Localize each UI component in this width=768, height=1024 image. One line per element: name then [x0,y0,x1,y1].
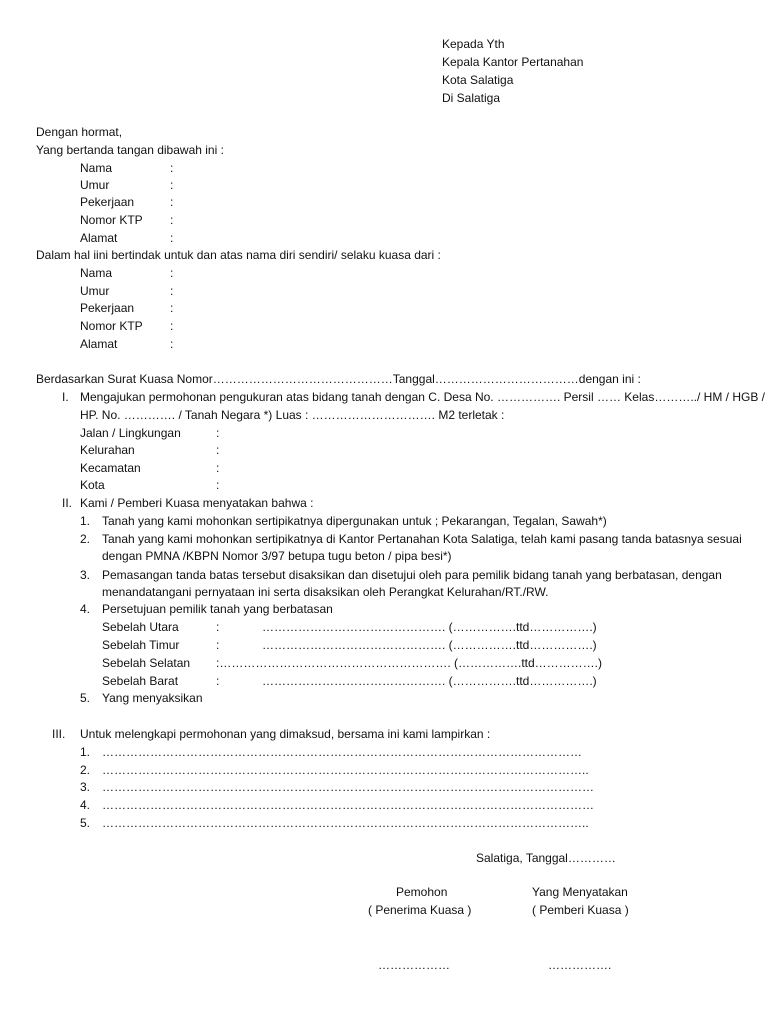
item-number: 1. [80,745,91,759]
field-alamat-1: Alamat [80,231,118,245]
attachment-line: ………………………………………………………………………………………………………….. [102,816,589,830]
salutation: Dengan hormat, [36,125,123,139]
field-colon: : [170,266,174,280]
field-colon: : [216,638,220,652]
section-2-item-4: Persetujuan pemilik tanah yang berbatasan [102,602,333,616]
signature-dots: ………………………………………. (…………….ttd…………….) [262,620,597,634]
field-label: Nama [80,161,113,175]
section-2-item-5: Yang menyaksikan [102,691,203,705]
field-jalan: Jalan / Lingkungan [80,426,181,440]
item-number: 2. [80,763,91,777]
signer-left-dots: ……………… [378,958,450,972]
attachment-line: ………………………………………………………………………………………………………….. [102,763,589,777]
section-1-line-2: HP. No. …………. / Tanah Negara *) Luas : …………………………. M2 terletak : [80,408,505,422]
item-number: 3. [80,568,91,582]
section-2-item-2-line-2: dengan PMNA /KBPN Nomor 3/97 betupa tugu beton / pipa besi*) [102,549,452,563]
field-colon: : [170,231,174,245]
field-colon: : [170,284,174,298]
field-kelurahan: Kelurahan [80,443,135,457]
field-umur-1: Umur [80,178,110,192]
signer-left-title: Pemohon [396,885,448,899]
field-kota: Kota [80,478,105,492]
signer-right-dots: ……………. [548,958,612,972]
recipient-line-2: Kepala Kantor Pertanahan [442,55,584,69]
attachment-line: ………………………………………………………………………………………………………… [102,745,582,759]
signature-dots: ………………………………………. (…………….ttd…………….) [262,638,597,652]
field-alamat-2: Alamat [80,337,118,351]
boundary-barat: Sebelah Barat [102,674,179,688]
field-colon: : [170,178,174,192]
field-ktp-2: Nomor KTP [80,319,143,333]
field-colon: : [216,443,220,457]
item-number: 5. [80,816,91,830]
field-colon: : [170,213,174,227]
field-colon: : [170,319,174,333]
section-3-title: Untuk melengkapi permohonan yang dimaksud, bersama ini kami lampirkan : [80,727,491,741]
attachment-line: …………………………………………………………………………………………………………… [102,780,594,794]
section-1-number: I. [62,390,69,404]
signature-dots: ………………………………………. (…………….ttd…………….) [262,674,597,688]
item-number: 3. [80,780,91,794]
section-2-title: Kami / Pemberi Kuasa menyatakan bahwa : [80,496,314,510]
section-3-number: III. [52,727,66,741]
boundary-selatan: Sebelah Selatan [102,656,191,670]
signer-right-title: Yang Menyatakan [532,885,628,899]
field-colon: : [170,161,174,175]
item-number: 2. [80,532,91,546]
intro-line: Yang bertanda tangan dibawah ini : [36,143,224,157]
section-2-number: II. [62,496,73,510]
field-pekerjaan-2: Pekerjaan [80,301,135,315]
field-colon: : [216,426,220,440]
section-1-line-1: Mengajukan permohonan pengukuran atas bidang tanah dengan C. Desa No. ……………. Persil …… Kelas………../ HM / HGB / [80,390,765,404]
acting-line: Dalam hal iini bertindak untuk dan atas nama diri sendiri/ selaku kuasa dari : [36,248,441,262]
item-number: 5. [80,691,91,705]
field-colon: : [170,301,174,315]
recipient-line-1: Kepada Yth [442,37,505,51]
basis-line: Berdasarkan Surat Kuasa Nomor………………………………………Tanggal………………………………dengan ini : [36,372,641,386]
section-2-item-3-line-1: Pemasangan tanda batas tersebut disaksikan dan disetujui oleh para pemilik bidang tanah yang berbatasan, dengan [102,568,722,582]
boundary-timur: Sebelah Timur [102,638,180,652]
field-colon: : [170,337,174,351]
field-umur-2: Umur [80,284,110,298]
field-colon: : [216,461,220,475]
section-2-item-2-line-1: Tanah yang kami mohonkan sertipikatnya di Kantor Pertanahan Kota Salatiga, telah kami pasang tanda batasnya sesuai [102,532,742,546]
field-colon: : [170,195,174,209]
item-number: 4. [80,602,91,616]
place-date: Salatiga, Tanggal………… [476,851,616,865]
field-nama-2: Nama [80,266,113,280]
section-2-item-1: Tanah yang kami mohonkan sertipikatnya dipergunakan untuk ; Pekarangan, Tegalan, Sawah*) [102,514,607,528]
signer-left-subtitle: ( Penerima Kuasa ) [368,903,472,917]
field-kecamatan: Kecamatan [80,461,141,475]
field-pekerjaan-1: Pekerjaan [80,195,135,209]
recipient-line-3: Kota Salatiga [442,73,514,87]
field-colon: : [216,478,220,492]
field-ktp-1: Nomor KTP [80,213,143,227]
section-2-item-3-line-2: menandatangani pernyataan ini serta disaksikan oleh Perangkat Kelurahan/RT./RW. [102,585,549,599]
signer-right-subtitle: ( Pemberi Kuasa ) [532,903,629,917]
field-colon: : [216,674,220,688]
recipient-line-4: Di Salatiga [442,91,501,105]
boundary-utara: Sebelah Utara [102,620,179,634]
signature-dots: :…………………………………………………. (…………….ttd…………….) [216,656,603,670]
item-number: 1. [80,514,91,528]
field-nama-1 [80,160,112,177]
attachment-line: …………………………………………………………………………………………………………… [102,798,594,812]
item-number: 4. [80,798,91,812]
field-colon: : [216,620,220,634]
